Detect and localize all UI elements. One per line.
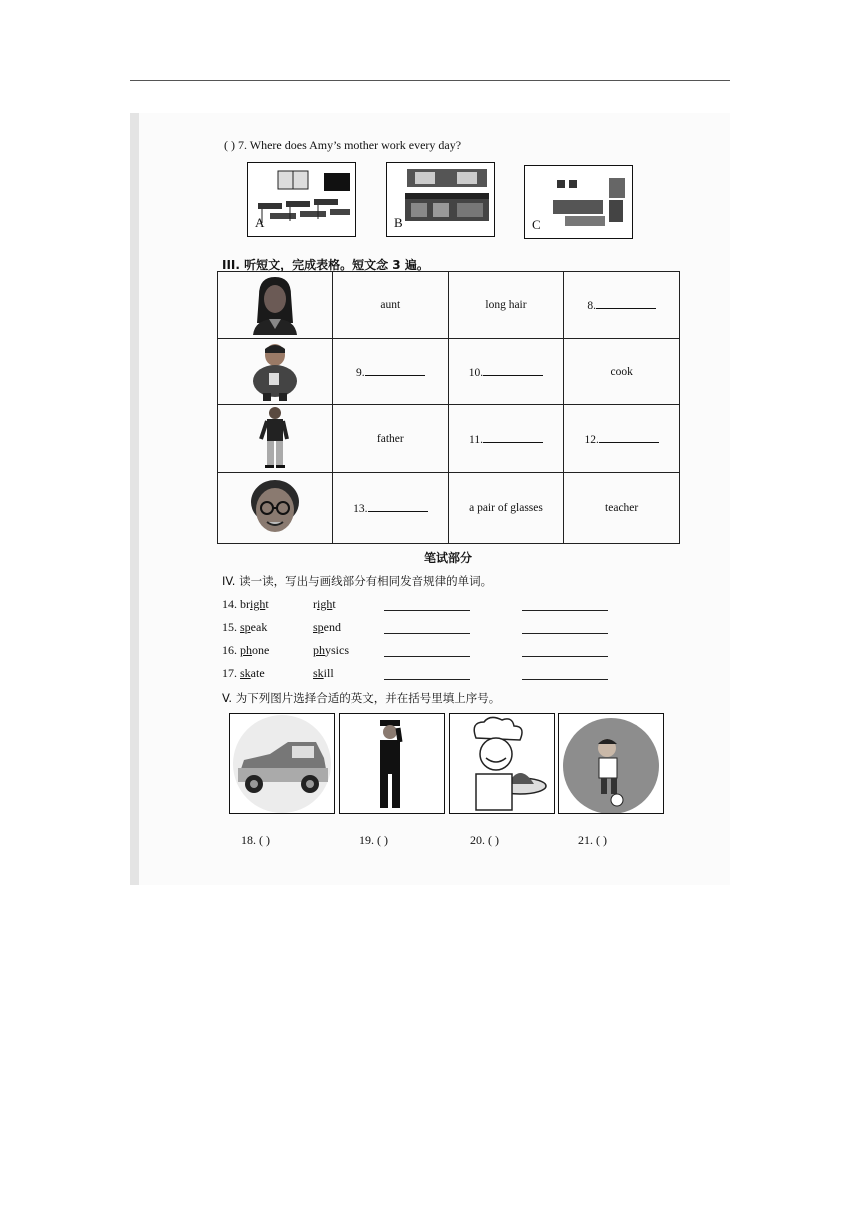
word-row-16: 16. phone [222, 643, 270, 657]
example-word-15: spend [313, 620, 341, 634]
table-row [218, 272, 680, 339]
cell-r2c3[interactable]: 10. [448, 339, 564, 405]
answer-blank-8[interactable] [596, 298, 656, 309]
table-row [218, 473, 680, 544]
word-row-17: 17. skate [222, 666, 265, 680]
header-rule [130, 80, 730, 81]
answer-line-17a[interactable] [384, 679, 470, 680]
example-word-14: right [313, 597, 336, 611]
woman-long-hair-icon [245, 273, 305, 335]
cell-r4c2[interactable]: 13. [333, 473, 449, 544]
woman-glasses-icon [245, 476, 305, 538]
example-word-17: skill [313, 666, 334, 680]
info-table [217, 271, 680, 544]
cell-r3c2: father [333, 405, 449, 473]
table-row [218, 405, 680, 473]
kitchen-icon [387, 163, 494, 236]
picture-21 [558, 713, 664, 814]
answer-bracket: ( ) [224, 138, 235, 152]
option-c-label: C [532, 217, 541, 232]
answer-line-14b[interactable] [522, 610, 608, 611]
scan-shadow-edge [130, 113, 139, 885]
living-room-icon [525, 166, 632, 238]
written-part-title: 笔试部分 [424, 551, 473, 565]
football-player-icon [559, 714, 663, 813]
answer-line-15b[interactable] [522, 633, 608, 634]
answer-blank-9[interactable] [365, 365, 425, 376]
answer-line-17b[interactable] [522, 679, 608, 680]
fat-man-icon [245, 339, 305, 401]
avatar-cell [218, 339, 333, 405]
cell-r1c3: long hair [448, 272, 564, 339]
answer-line-14a[interactable] [384, 610, 470, 611]
word-row-15: 15. speak [222, 620, 268, 634]
answer-bracket-20[interactable]: 20. ( ) [470, 833, 499, 847]
question-7-text: 7. Where does Amy’s mother work every day? [238, 138, 462, 152]
cell-r3c3[interactable]: 11. [448, 405, 564, 473]
tall-man-icon [255, 405, 295, 469]
picture-19 [339, 713, 445, 814]
cell-r1c2: aunt [333, 272, 449, 339]
cell-r2c2[interactable]: 9. [333, 339, 449, 405]
answer-blank-11[interactable] [483, 432, 543, 443]
police-officer-icon [340, 714, 444, 813]
option-c-picture[interactable] [524, 165, 633, 239]
cell-r2c4: cook [564, 339, 680, 405]
answer-line-16a[interactable] [384, 656, 470, 657]
word-row-14: 14. bright [222, 597, 269, 611]
section-3-heading: III. 听短文，完成表格。短文念 3 遍。 [222, 258, 429, 272]
answer-blank-12[interactable] [599, 432, 659, 443]
answer-bracket-21[interactable]: 21. ( ) [578, 833, 607, 847]
cell-r1c4[interactable]: 8. [564, 272, 680, 339]
answer-line-16b[interactable] [522, 656, 608, 657]
example-word-16: physics [313, 643, 349, 657]
answer-blank-13[interactable] [368, 501, 428, 512]
car-driver-icon [230, 714, 334, 813]
table-row [218, 339, 680, 405]
cell-r4c4: teacher [564, 473, 680, 544]
question-7 [224, 138, 461, 153]
answer-bracket-18[interactable]: 18. ( ) [241, 833, 270, 847]
avatar-cell [218, 473, 333, 544]
option-b-label: B [394, 215, 403, 230]
answer-blank-10[interactable] [483, 365, 543, 376]
picture-18 [229, 713, 335, 814]
avatar-cell [218, 272, 333, 339]
section-4-heading: IV. 读一读，写出与画线部分有相同发音规律的单词。 [222, 574, 493, 588]
section-5-heading: V. 为下列图片选择合适的英文，并在括号里填上序号。 [222, 691, 501, 705]
option-a-label: A [255, 215, 265, 230]
option-b-picture[interactable] [386, 162, 495, 237]
answer-line-15a[interactable] [384, 633, 470, 634]
cell-r4c3: a pair of glasses [448, 473, 564, 544]
avatar-cell [218, 405, 333, 473]
cell-r3c4[interactable]: 12. [564, 405, 680, 473]
picture-20 [449, 713, 555, 814]
answer-bracket-19[interactable]: 19. ( ) [359, 833, 388, 847]
chef-icon [450, 714, 554, 813]
option-a-picture[interactable] [247, 162, 356, 237]
